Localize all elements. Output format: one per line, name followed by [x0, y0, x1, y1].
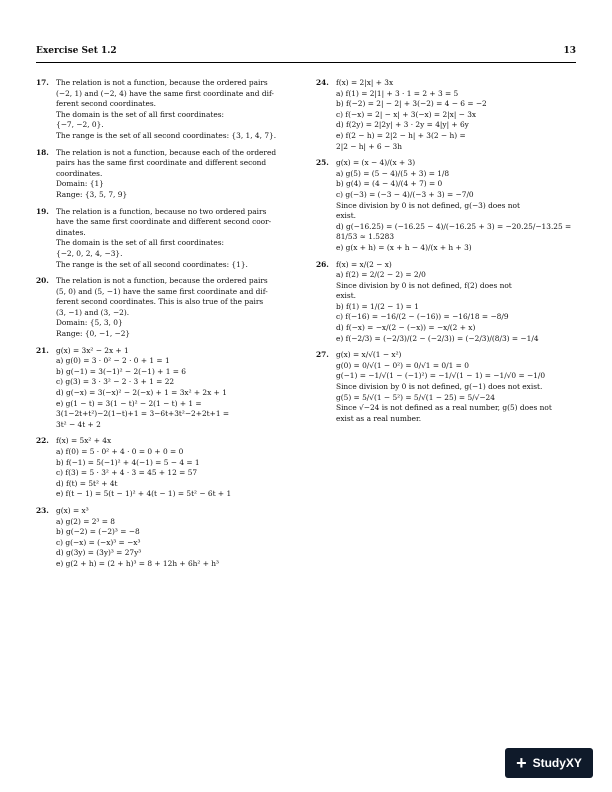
problem-line: exist as a real number. [336, 413, 422, 423]
problem [36, 148, 304, 201]
problem-line: a) g(0) = 3 · 0² − 2 · 0 + 1 = 1 [56, 356, 170, 366]
problem-line: Since division by 0 is not defined, g(−1) does not exist. [336, 382, 543, 392]
problem-line: Domain: {5, 3, 0} [56, 318, 123, 328]
problem-line: e) f(−2/3) = (−2/3)/(2 − (−2/3)) = (−2/3)/(8/3) = −1/4 [336, 333, 539, 343]
problem [36, 506, 304, 570]
problem-line: f(x) = 2|x| + 3x [336, 78, 394, 87]
page-number: 13 [563, 46, 576, 56]
problem-line: The range is the set of all second coordinates: {3, 1, 4, 7}. [56, 130, 277, 140]
problem-line: a) g(2) = 2³ = 8 [56, 516, 115, 526]
problem-body [56, 148, 304, 201]
problem [316, 350, 576, 424]
problem-line: b) f(−1) = 5(−1)² + 4(−1) = 5 − 4 = 1 [56, 457, 200, 467]
problem-line: Range: {0, −1, −2} [56, 329, 131, 339]
problem [36, 78, 304, 142]
problem [36, 346, 304, 431]
problem-number: 27. [316, 350, 329, 360]
problem-line: b) g(−1) = 3(−1)² − 2(−1) + 1 = 6 [56, 366, 187, 376]
problem-number: 20. [36, 276, 49, 286]
problem-line: a) f(0) = 5 · 0² + 4 · 0 = 0 + 0 = 0 [56, 447, 184, 456]
problem-line: 3t² − 4t + 2 [56, 419, 101, 429]
problem-line: a) g(5) = (5 − 4)/(5 + 3) = 1/8 [336, 168, 450, 178]
problem-number: 26. [316, 259, 329, 269]
problem-line: c) f(3) = 5 · 3² + 4 · 3 = 45 + 12 = 57 [56, 468, 198, 478]
problem-body [56, 276, 304, 340]
page-header [36, 44, 576, 63]
problem-line: The relation is not a function, because the ordered pairs [56, 78, 268, 87]
problem-line: {−7, −2, 0}. [56, 120, 104, 130]
problem-body [56, 506, 304, 570]
problem-line: a) f(2) = 2/(2 − 2) = 2/0 [336, 270, 426, 280]
problem-line: The domain is the set of all first coordinates: [56, 109, 224, 119]
problem-line: b) f(1) = 1/(2 − 1) = 1 [336, 301, 419, 311]
problem-line: g(x) = x/√(1 − x²) [336, 350, 402, 360]
problem-line: e) f(2 − h) = 2|2 − h| + 3(2 − h) = [336, 130, 466, 140]
problem-line: g(0) = 0/√(1 − 0²) = 0/√1 = 0/1 = 0 [336, 360, 469, 370]
problem-line: {−2, 0, 2, 4, −3}. [56, 248, 123, 258]
problem-body [56, 78, 304, 142]
problem-line: have the same first coordinate and different second coor- [56, 217, 272, 227]
problem-number: 23. [36, 505, 49, 515]
problem-line: The domain is the set of all first coordinates: [56, 238, 224, 248]
problem-line: e) g(2 + h) = (2 + h)³ = 8 + 12h + 6h² + h³ [56, 558, 220, 568]
problem-line: g(x) = 3x² − 2x + 1 [56, 345, 129, 355]
problem-line: (3, −1) and (3, −2). [56, 307, 130, 317]
problem-number: 24. [316, 78, 329, 87]
problem-line: ferent second coordinates. This is also true of the pairs [56, 297, 264, 307]
problem-line: g(5) = 5/√(1 − 5²) = 5/√(1 − 25) = 5/√−24 [336, 392, 495, 402]
problem-line: (−2, 1) and (−2, 4) have the same first coordinate and dif- [56, 88, 274, 98]
studyxy-badge[interactable] [505, 748, 593, 778]
problem-number: 25. [316, 158, 329, 168]
header-title: Exercise Set 1.2 [36, 46, 117, 56]
problem-line: ferent second coordinates. [56, 99, 157, 109]
problem-line: pairs has the same first coordinate and different second [56, 158, 267, 168]
problem-line: d) f(2y) = 2|2y| + 3 · 2y = 4|y| + 6y [336, 120, 469, 130]
left-column [36, 78, 304, 576]
problem-line: d) g(3y) = (3y)³ = 27y³ [56, 548, 142, 558]
problem [316, 78, 576, 152]
problem-number: 18. [36, 147, 49, 157]
problem-line: b) g(4) = (4 − 4)/(4 + 7) = 0 [336, 179, 443, 189]
problem [316, 260, 576, 345]
problem-line: g(−1) = −1/√(1 − (−1)²) = −1/√(1 − 1) = −1/√0 = −1/0 [336, 371, 546, 381]
problem-body [336, 260, 576, 345]
problem-number: 17. [36, 78, 49, 87]
problem-body [56, 346, 304, 431]
problem-line: c) g(3) = 3 · 3² − 2 · 3 + 1 = 22 [56, 377, 175, 387]
problem-line: d) f(t) = 5t² + 4t [56, 478, 118, 488]
problem-line: d) g(−16.25) = (−16.25 − 4)/(−16.25 + 3) = −20.25/−13.25 = 81/53 ≈ 1.5283 [336, 221, 572, 242]
problem-line: 3(1−2t+t²)−2(1−t)+1 = 3−6t+3t²−2+2t+1 = [56, 409, 230, 419]
problem-line: exist. [336, 211, 357, 221]
problem-line: Since division by 0 is not defined, f(2) does not [336, 280, 512, 290]
plus-icon: + [516, 753, 527, 773]
problem-line: f(x) = x/(2 − x) [336, 259, 392, 269]
problem-body [336, 158, 576, 253]
problem-line: g(x) = x³ [56, 505, 89, 515]
problem-line: c) f(−x) = 2| − x| + 3(−x) = 2|x| − 3x [336, 109, 477, 119]
problem-number: 22. [36, 436, 49, 446]
problem-body [56, 207, 304, 271]
problem-line: Domain: {1} [56, 179, 104, 189]
problem-line: d) g(−x) = 3(−x)² − 2(−x) + 1 = 3x² + 2x + 1 [56, 388, 227, 398]
problem-line: f(x) = 5x² + 4x [56, 436, 112, 446]
problem-line: a) f(1) = 2|1| + 3 · 1 = 2 + 3 = 5 [336, 88, 459, 98]
problem-line: Range: {3, 5, 7, 9} [56, 189, 128, 199]
problem-line: c) g(−3) = (−3 − 4)/(−3 + 3) = −7/0 [336, 189, 474, 199]
problem-line: e) g(1 − t) = 3(1 − t)² − 2(1 − t) + 1 = [56, 398, 202, 408]
problem-line: The range is the set of all second coordinates: {1}. [56, 259, 248, 269]
problem-body [336, 350, 576, 424]
problem-line: Since division by 0 is not defined, g(−3) does not [336, 200, 520, 210]
badge-text: StudyXY [532, 756, 582, 770]
problem-line: d) f(−x) = −x/(2 − (−x)) = −x/(2 + x) [336, 323, 476, 333]
problem-line: e) f(t − 1) = 5(t − 1)² + 4(t − 1) = 5t² − 6t + 1 [56, 489, 232, 499]
problem-line: c) g(−x) = (−x)³ = −x³ [56, 537, 141, 547]
problem-body [56, 436, 304, 500]
problem-body [336, 78, 576, 152]
problem-line: (5, 0) and (5, −1) have the same first coordinate and dif- [56, 286, 268, 296]
problem-line: exist. [336, 291, 357, 301]
problem-number: 19. [36, 206, 49, 216]
problem-line: The relation is not a function, because the ordered pairs [56, 276, 268, 286]
problem-line: e) g(x + h) = (x + h − 4)/(x + h + 3) [336, 242, 472, 252]
problem [316, 158, 576, 253]
problem-line: b) g(−2) = (−2)³ = −8 [56, 527, 140, 537]
problem-line: c) f(−16) = −16/(2 − (−16)) = −16/18 = −8/9 [336, 312, 509, 322]
problem [36, 436, 304, 500]
problem-line: The relation is not a function, because each of the ordered [56, 147, 277, 157]
problem-line: coordinates. [56, 168, 103, 178]
problem-line: g(x) = (x − 4)/(x + 3) [336, 158, 416, 168]
right-column [316, 78, 576, 430]
problem-line: dinates. [56, 227, 86, 237]
problem [36, 276, 304, 340]
problem [36, 207, 304, 271]
problem-line: 2|2 − h| + 6 − 3h [336, 141, 402, 151]
problem-line: b) f(−2) = 2| − 2| + 3(−2) = 4 − 6 = −2 [336, 99, 487, 109]
problem-line: Since √−24 is not defined as a real number, g(5) does not [336, 403, 552, 413]
problem-number: 21. [36, 345, 49, 355]
problem-line: The relation is a function, because no two ordered pairs [56, 206, 267, 216]
